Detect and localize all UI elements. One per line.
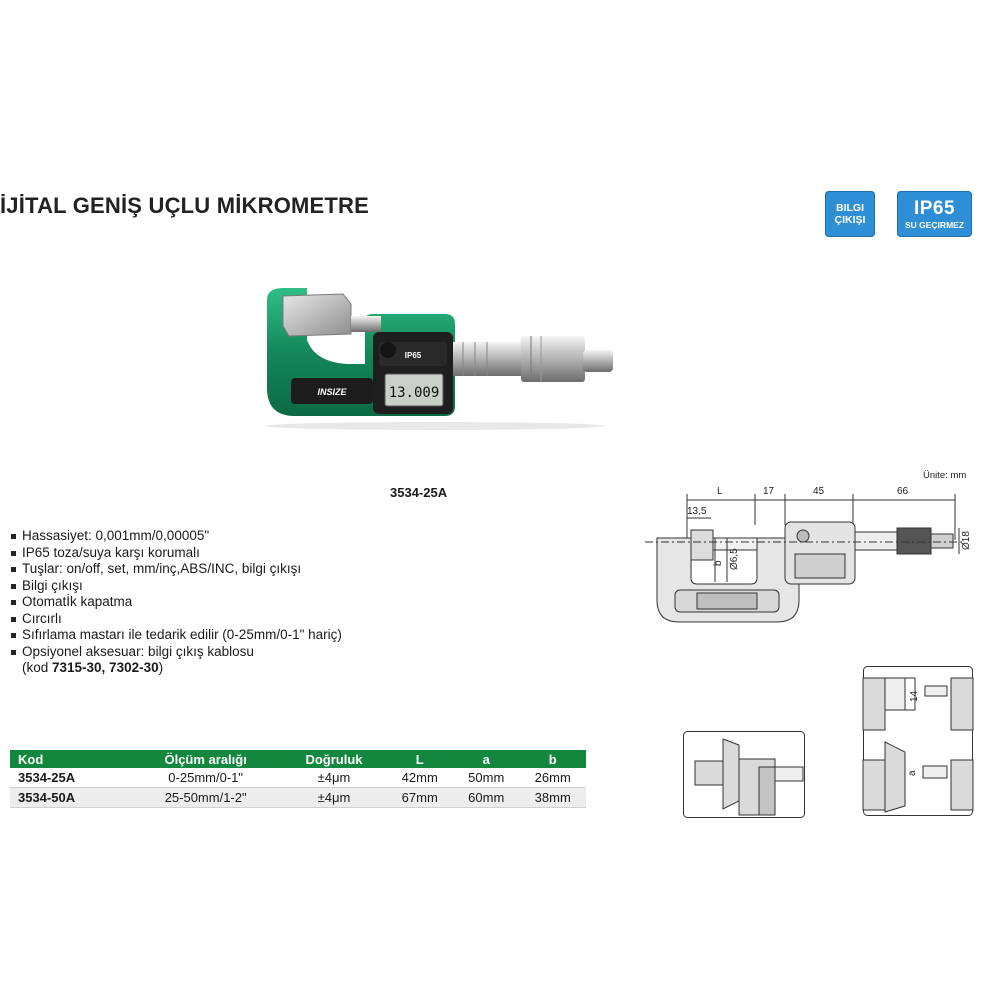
table-cell: 3534-25A xyxy=(10,768,130,788)
feature-item: Tuşlar: on/off, set, mm/inç,ABS/INC, bilgi çıkışı xyxy=(10,561,342,578)
table-cell: 67mm xyxy=(387,788,453,808)
feature-item: Otomatİk kapatma xyxy=(10,594,342,611)
ip65-badge xyxy=(897,191,972,237)
table-cell: 42mm xyxy=(387,768,453,788)
table-cell: 50mm xyxy=(453,768,519,788)
micrometer-product-image xyxy=(255,280,625,430)
column-header: Kod xyxy=(10,750,130,768)
brand-logo-text: INSIZE xyxy=(317,387,347,397)
accessory-codes: 7315-30, 7302-30 xyxy=(52,660,159,675)
table-header-row xyxy=(10,750,586,768)
dim-b: b xyxy=(713,560,724,566)
table-cell: ±4μm xyxy=(281,788,386,808)
dim-a: a xyxy=(907,770,918,776)
feature-item: Hassasiyet: 0,001mm/0,00005" xyxy=(10,528,342,545)
model-caption: 3534-25A xyxy=(390,485,448,500)
dimension-drawing xyxy=(635,480,975,630)
unit-note: Ünite: mm xyxy=(923,470,967,481)
column-header: b xyxy=(519,750,586,768)
column-header: Ölçüm aralığı xyxy=(130,750,282,768)
data-output-badge xyxy=(825,191,875,237)
table-cell: 60mm xyxy=(453,788,519,808)
table-row xyxy=(10,788,586,808)
table-cell: ±4μm xyxy=(281,768,386,788)
feature-cont-suffix: ) xyxy=(158,660,164,675)
feature-item: Opsiyonel aksesuar: bilgi çıkış kablosu xyxy=(10,644,342,661)
feature-item: Bilgi çıkışı xyxy=(10,578,342,595)
spec-table xyxy=(10,750,586,808)
feature-item-continuation xyxy=(10,660,342,677)
dim-13-5: 13,5 xyxy=(687,506,707,517)
dim-45: 45 xyxy=(813,486,825,497)
column-header: L xyxy=(387,750,453,768)
ip65-label: IP65 xyxy=(404,351,422,360)
table-cell: 25-50mm/1-2" xyxy=(130,788,282,808)
column-header: Doğruluk xyxy=(281,750,386,768)
page-title: İJİTAL GENİŞ UÇLU MİKROMETRE xyxy=(0,193,370,218)
table-cell: 38mm xyxy=(519,788,586,808)
dim-66: 66 xyxy=(897,486,909,497)
data-output-badge-line2: ÇIKIŞI xyxy=(834,214,866,226)
data-output-badge-line1: BILGI xyxy=(836,201,864,214)
table-cell: 26mm xyxy=(519,768,586,788)
table-cell: 0-25mm/0-1" xyxy=(130,768,282,788)
lcd-readout: 13.009 xyxy=(388,385,440,401)
table-row xyxy=(10,768,586,788)
column-header: a xyxy=(453,750,519,768)
feature-list xyxy=(10,528,342,677)
dim-17: 17 xyxy=(763,486,775,497)
feature-item: Sıfırlama mastarı ile tedarik edilir (0-25mm/0-1" hariç) xyxy=(10,627,342,644)
dim-L: L xyxy=(717,486,723,497)
ip65-badge-sub: SU GEÇIRMEZ xyxy=(904,219,965,230)
table-cell: 3534-50A xyxy=(10,788,130,808)
dim-d6-5: Ø6,5 xyxy=(729,548,740,570)
detail-drawing-left xyxy=(683,731,805,818)
detail-drawing-right xyxy=(863,666,973,816)
dim-d18: Ø18 xyxy=(961,531,972,550)
ip65-badge-label: IP65 xyxy=(913,197,956,219)
feature-item: IP65 toza/suya karşı korumalı xyxy=(10,545,342,562)
dim-14: 14 xyxy=(909,690,920,702)
feature-item: Cırcırlı xyxy=(10,611,342,628)
feature-cont-prefix: (kod xyxy=(22,660,53,675)
